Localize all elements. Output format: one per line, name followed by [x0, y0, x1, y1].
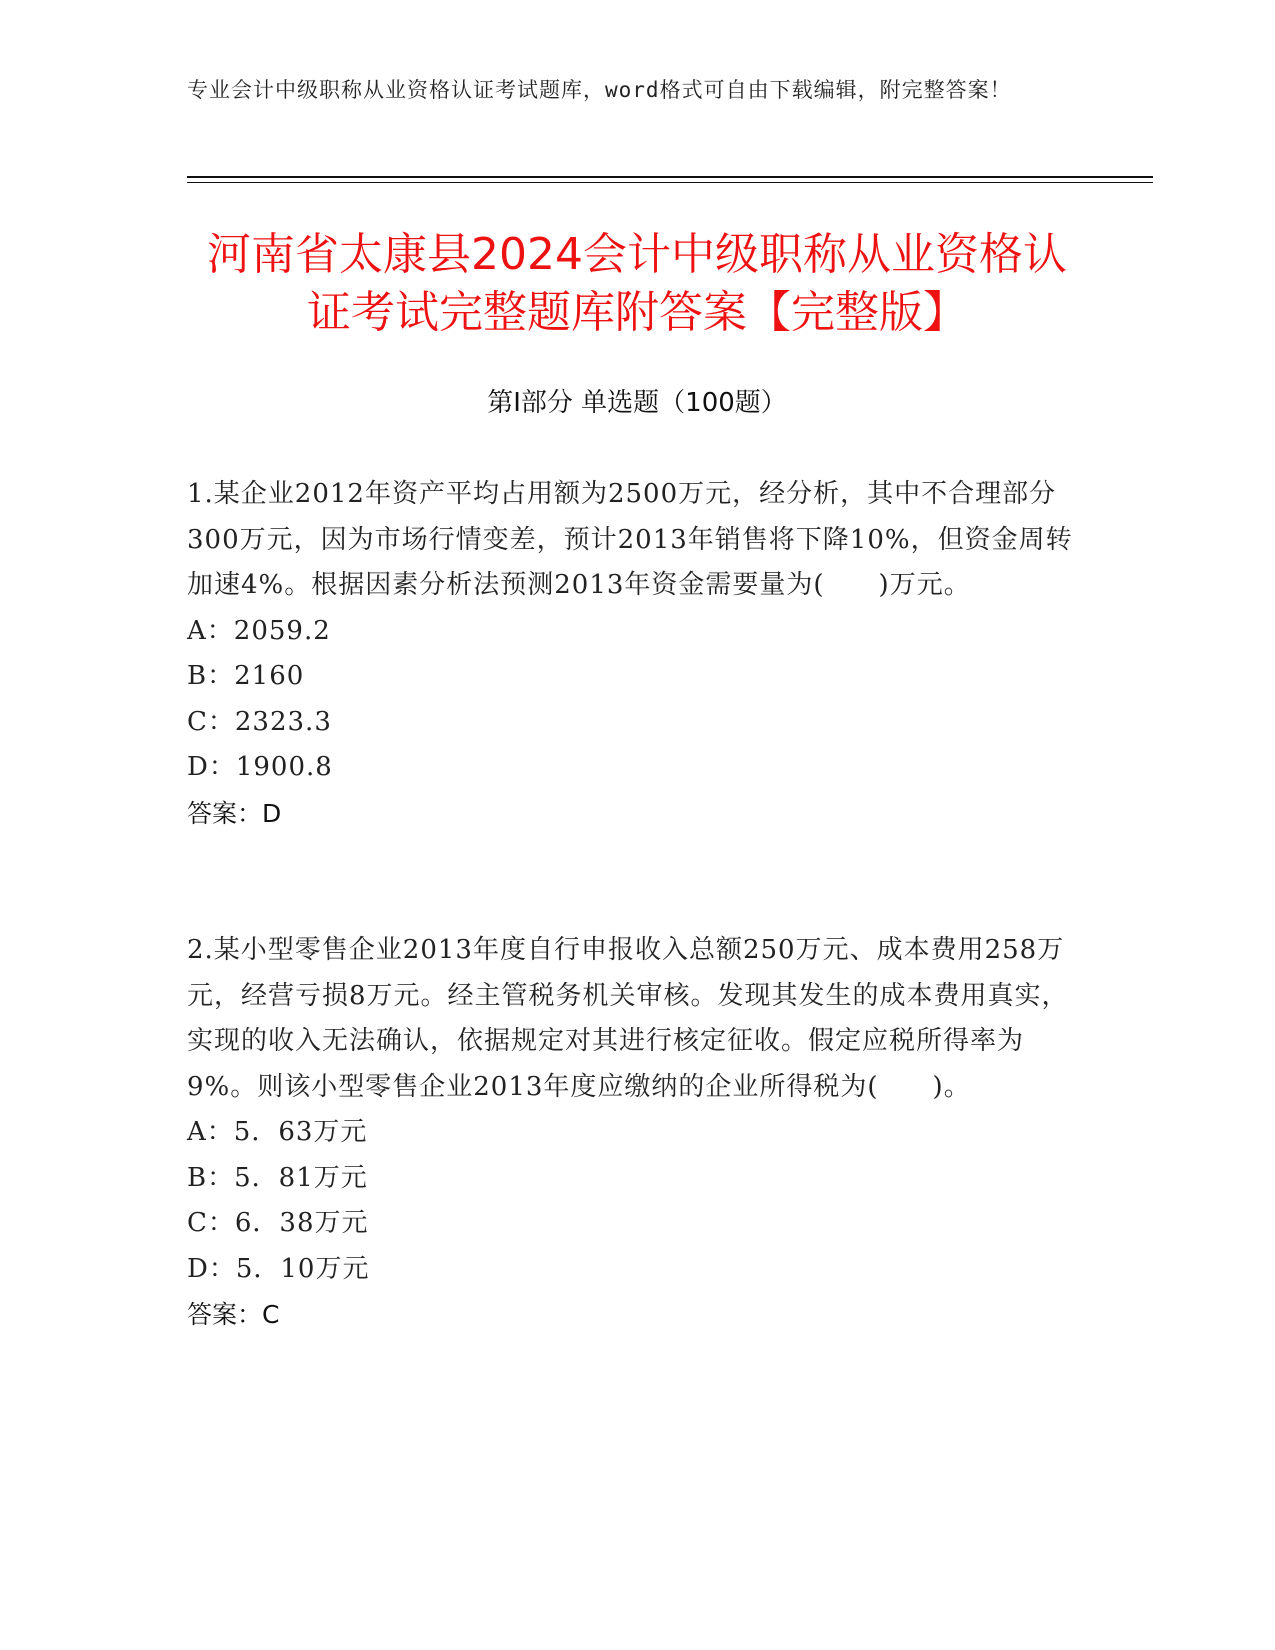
option-a: A：5．63万元	[187, 1117, 368, 1147]
option-c: C：2323.3	[187, 706, 332, 737]
option-d: D：5．10万元	[187, 1253, 370, 1284]
answer-line: 答案：C	[187, 1300, 280, 1329]
answer-line: 答案：D	[187, 798, 282, 828]
question-2	[187, 928, 1087, 1338]
section-title: 第Ⅰ部分 单选题（100题）	[487, 388, 787, 418]
document-title: 河南省太康县2024会计中级职称从业资格认证考试完整题库附答案【完整版】	[207, 229, 1067, 338]
header-divider-thin	[187, 182, 1153, 183]
option-d: D：1900.8	[187, 752, 333, 782]
question-stem: 2.某小型零售企业2013年度自行申报收入总额250万元、成本费用258万元，经营亏损8万元。经主管税务机关审核。发现其发生的成本费用真实，实现的收入无法确认，依据规定对其进行核定征收。假定应税所得率为9%。则该小型零售企业2013年度应缴纳的企业所得税为( )。	[187, 935, 1069, 1102]
header-note: 专业会计中级职称从业资格认证考试题库，word格式可自由下载编辑，附完整答案！	[187, 78, 1012, 102]
option-b: B：2160	[187, 661, 305, 691]
header-divider-thick	[187, 176, 1153, 178]
option-b: B：5．81万元	[187, 1162, 368, 1193]
option-c: C：6．38万元	[187, 1208, 369, 1238]
question-1	[187, 472, 1087, 836]
question-stem: 1.某企业2012年资产平均占用额为2500万元，经分析，其中不合理部分300万元，因为市场行情变差，预计2013年销售将下降10%，但资金周转加速4%。根据因素分析法预测2013年资金需要量为( )万元。	[187, 479, 1073, 600]
option-a: A：2059.2	[187, 615, 331, 646]
